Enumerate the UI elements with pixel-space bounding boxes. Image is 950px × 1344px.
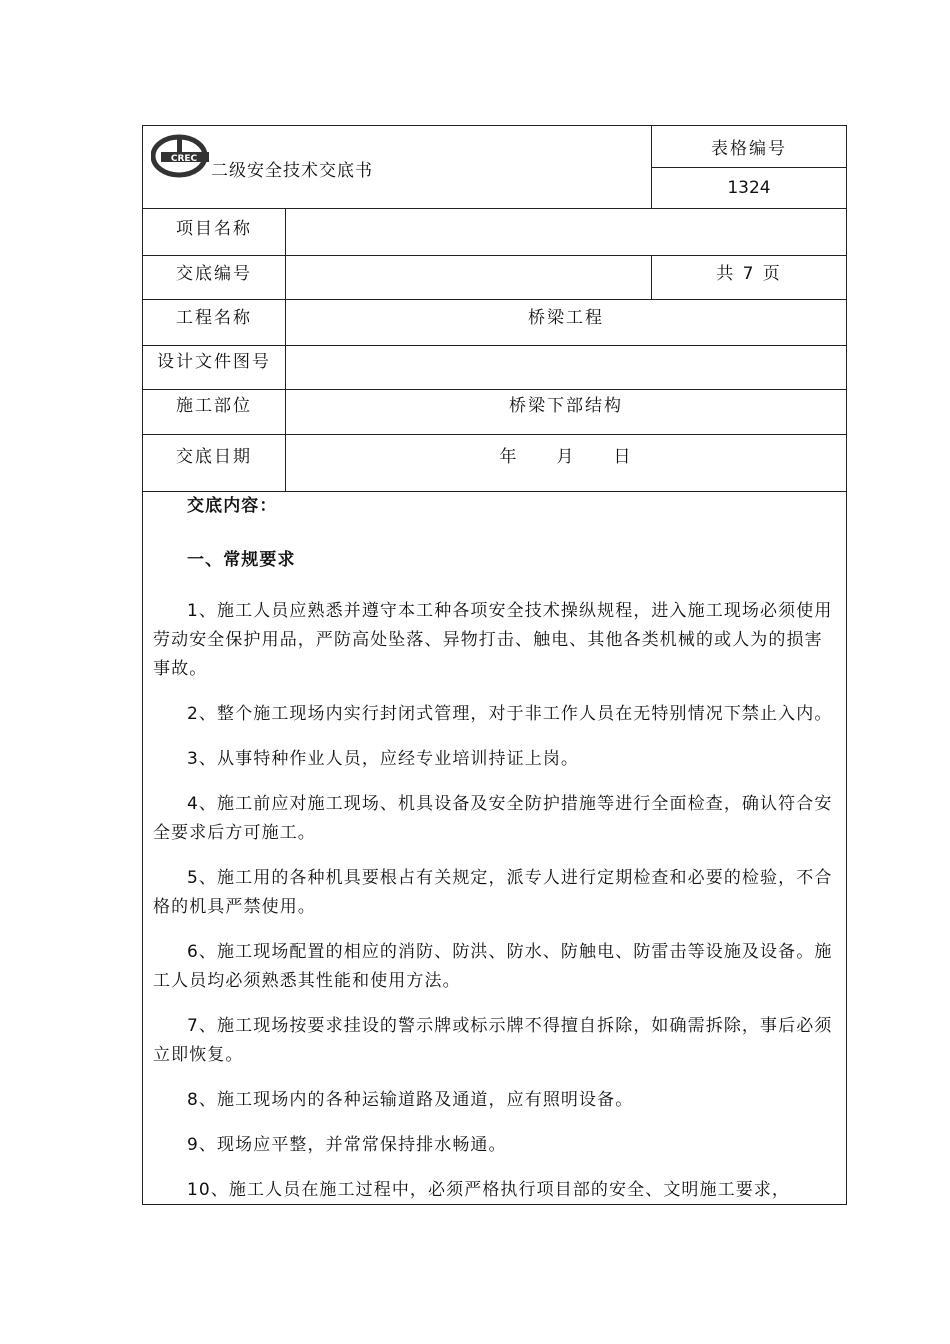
- briefing-content: [153, 492, 833, 1221]
- content-heading: 交底内容：: [187, 496, 278, 516]
- svg-text:CREC: CREC: [170, 154, 198, 164]
- design-doc-label: 设计文件图号: [157, 351, 271, 372]
- brief-number-label: 交底编号: [176, 263, 252, 284]
- safety-briefing-form: [142, 125, 847, 1205]
- work-position-label: 施工部位: [176, 395, 252, 416]
- list-item: 3、从事特种作业人员，应经专业培训持证上岗。: [187, 749, 580, 769]
- project-name-value: [285, 208, 847, 255]
- crec-logo-icon: [151, 134, 213, 178]
- form-title: 二级安全技术交底书: [211, 161, 373, 181]
- engineering-name-label: 工程名称: [176, 307, 252, 328]
- list-item: 4、施工前应对施工现场、机具设备及安全防护措施等进行全面检查，确认符合安全要求后方可施工。: [153, 794, 833, 843]
- page-count: 共 7 页: [716, 263, 782, 284]
- form-number-label: 表格编号: [711, 139, 787, 159]
- list-item: 2、整个施工现场内实行封闭式管理，对于非工作人员在无特别情况下禁止入内。: [187, 704, 833, 724]
- section-heading: 一、常规要求: [187, 550, 296, 570]
- list-item: 5、施工用的各种机具要根占有关规定，派专人进行定期检查和必要的检验，不合格的机具严禁使用。: [153, 868, 833, 917]
- list-item: 7、施工现场按要求挂设的警示牌或标示牌不得擅自拆除，如确需拆除，事后必须立即恢复。: [153, 1016, 833, 1065]
- engineering-name-value: 桥梁工程: [528, 307, 604, 328]
- form-number-value: 1324: [727, 177, 771, 198]
- list-item: 8、施工现场内的各种运输道路及通道，应有照明设备。: [187, 1090, 634, 1110]
- design-doc-value: [285, 345, 847, 389]
- brief-date-label: 交底日期: [176, 446, 252, 467]
- work-position-value: 桥梁下部结构: [509, 395, 623, 416]
- list-item: 9、现场应平整，并常常保持排水畅通。: [187, 1135, 507, 1155]
- list-item: 10、施工人员在施工过程中，必须严格执行项目部的安全、文明施工要求，: [187, 1180, 791, 1200]
- project-name-label: 项目名称: [176, 218, 252, 239]
- brief-date-value: 年 月 日: [499, 446, 633, 467]
- brief-number-value: [285, 255, 651, 299]
- list-item: 1、施工人员应熟悉并遵守本工种各项安全技术操纵规程，进入施工现场必须使用劳动安全保护用品，严防高处坠落、异物打击、触电、其他各类机械的或人为的损害事故。: [153, 601, 833, 679]
- list-item: 6、施工现场配置的相应的消防、防洪、防水、防触电、防雷击等设施及设备。施工人员均必须熟悉其性能和使用方法。: [153, 942, 833, 991]
